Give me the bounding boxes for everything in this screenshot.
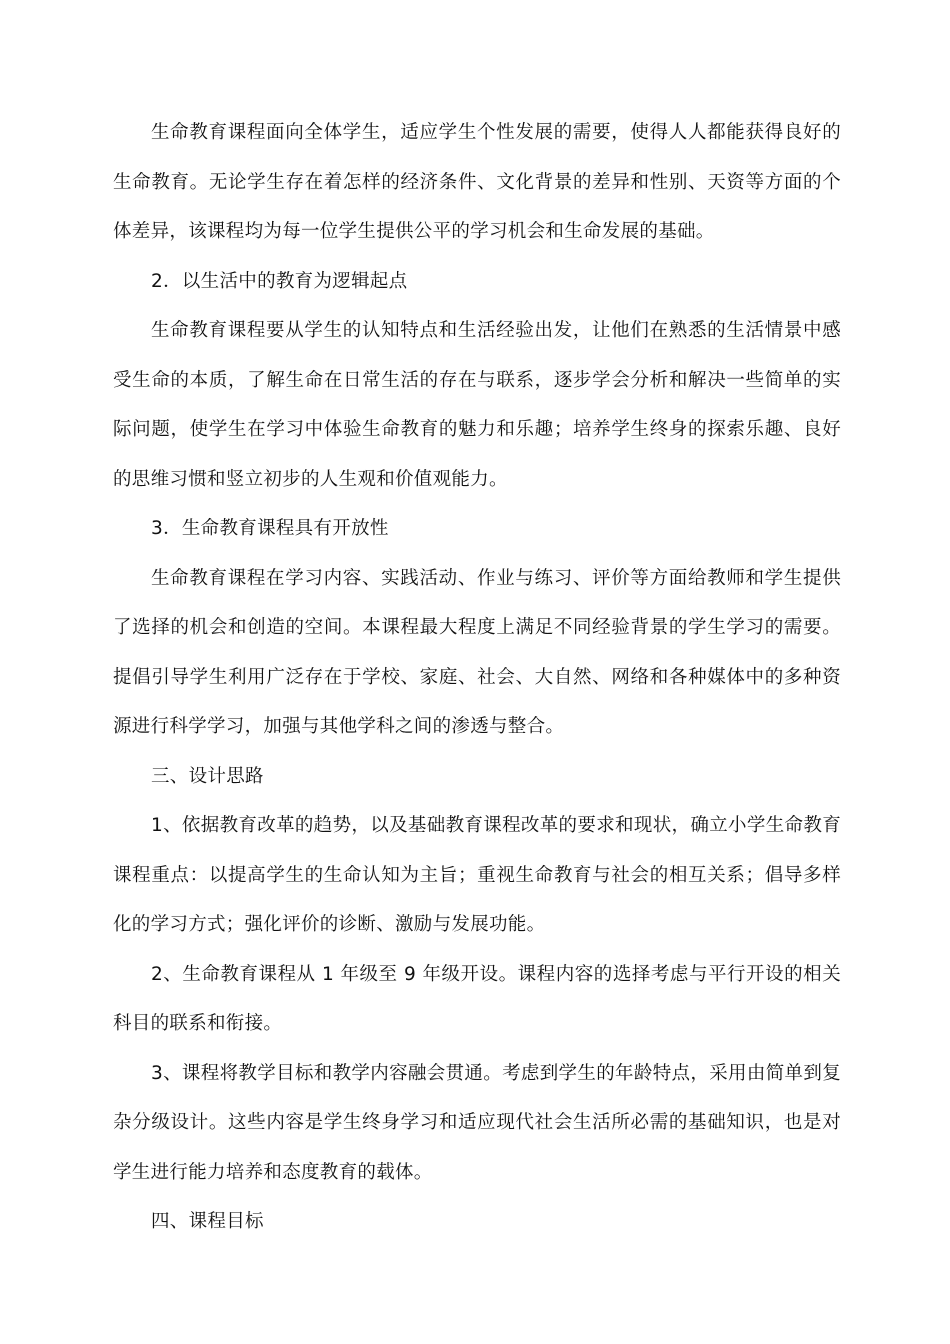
list-item-design-3: 3、课程将教学目标和教学内容融会贯通。考虑到学生的年龄特点，采用由简单到复杂分级设计。这些内容是学生终身学习和适应现代社会生活所必需的基础知识，也是对学生进行能力培养和态度教育的载体。 <box>113 1062 841 1183</box>
list-item-design-2: 2、生命教育课程从 1 年级至 9 年级开设。课程内容的选择考虑与平行开设的相关科目的联系和衔接。 <box>113 963 841 1034</box>
section-heading-goals: 四、课程目标 <box>151 1211 264 1232</box>
document-body <box>113 108 841 1247</box>
paragraph-equity: 生命教育课程面向全体学生，适应学生个性发展的需要，使得人人都能获得良好的生命教育。无论学生存在着怎样的经济条件、文化背景的差异和性别、天资等方面的个体差异，该课程均为每一位学生提供公平的学习机会和生命发展的基础。 <box>113 122 841 242</box>
list-item-design-1: 1、依据教育改革的趋势，以及基础教育课程改革的要求和现状，确立小学生命教育课程重点：以提高学生的生命认知为主旨；重视生命教育与社会的相互关系；倡导多样化的学习方式；强化评价的诊断、激励与发展功能。 <box>113 815 841 935</box>
heading-life-education-start: 2．以生活中的教育为逻辑起点 <box>151 270 408 292</box>
paragraph-life-experience: 生命教育课程要从学生的认知特点和生活经验出发，让他们在熟悉的生活情景中感受生命的本质，了解生命在日常生活的存在与联系，逐步学会分析和解决一些简单的实际问题，使学生在学习中体验生命教育的魅力和乐趣；培养学生终身的探索乐趣、良好的思维习惯和竖立初步的人生观和价值观能力。 <box>113 320 841 490</box>
section-heading-design: 三、设计思路 <box>151 765 264 787</box>
heading-openness: 3．生命教育课程具有开放性 <box>151 518 389 539</box>
paragraph-openness: 生命教育课程在学习内容、实践活动、作业与练习、评价等方面给教师和学生提供了选择的机会和创造的空间。本课程最大程度上满足不同经验背景的学生学习的需要。提倡引导学生利用广泛存在于学校、家庭、社会、大自然、网络和各种媒体中的多种资源进行科学学习，加强与其他学科之间的渗透与整合。 <box>113 567 841 737</box>
